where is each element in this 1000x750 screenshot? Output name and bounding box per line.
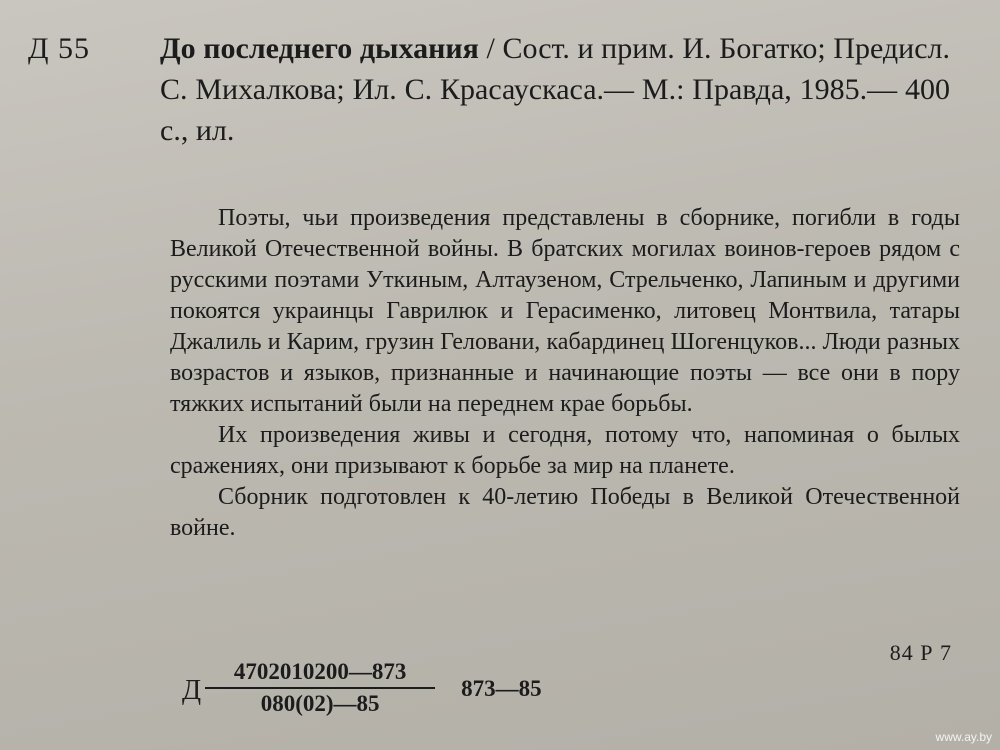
fraction-bar: [205, 687, 435, 689]
index-numerator: 4702010200—873: [233, 659, 407, 684]
abstract-paragraph: Сборник подготовлен к 40-летию Победы в Великой Отечественной войне.: [170, 484, 960, 541]
bibliographic-statement: / Сост. и прим. И. Богатко; Предисл. С. Михалкова; Ил. С. Красаускаса.— М.: Правда, 1985.— 400 с., ил.: [160, 32, 950, 147]
classification-code-left: Д 55: [28, 32, 90, 65]
abstract-paragraph: Поэты, чьи произведения представлены в сборнике, погибли в годы Великой Отечественной войны. В братских могилах воинов-героев рядом с русскими поэтами Уткиным, Алтаузеном, Стрельченко, Лапиным и другими покоятся украинцы Гаврилюк и Герасименко, литовец Монтвила, татары Джалиль и Карим, грузин Геловани, кабардинец Шогенцуков... Люди разных возрастов и языков, признанные и начинающие поэты — все они в пору тяжких испытаний были на переднем крае борьбы.: [170, 205, 960, 417]
index-fraction: [205, 658, 435, 718]
abstract: [170, 203, 960, 544]
publication-index: [182, 658, 542, 718]
index-letter: Д: [182, 675, 202, 706]
book-title: До последнего дыхания: [160, 32, 479, 65]
index-suffix: 873—85: [461, 676, 542, 701]
index-denominator: 080(02)—85: [260, 691, 380, 716]
classification-code-right: 84 Р 7: [889, 640, 952, 665]
abstract-paragraph: Их произведения живы и сегодня, потому что, напоминая о былых сражениях, они призывают к борьбе за мир на планете.: [170, 422, 960, 479]
bibliographic-entry: [160, 28, 950, 151]
watermark: www.ay.by: [935, 730, 992, 744]
